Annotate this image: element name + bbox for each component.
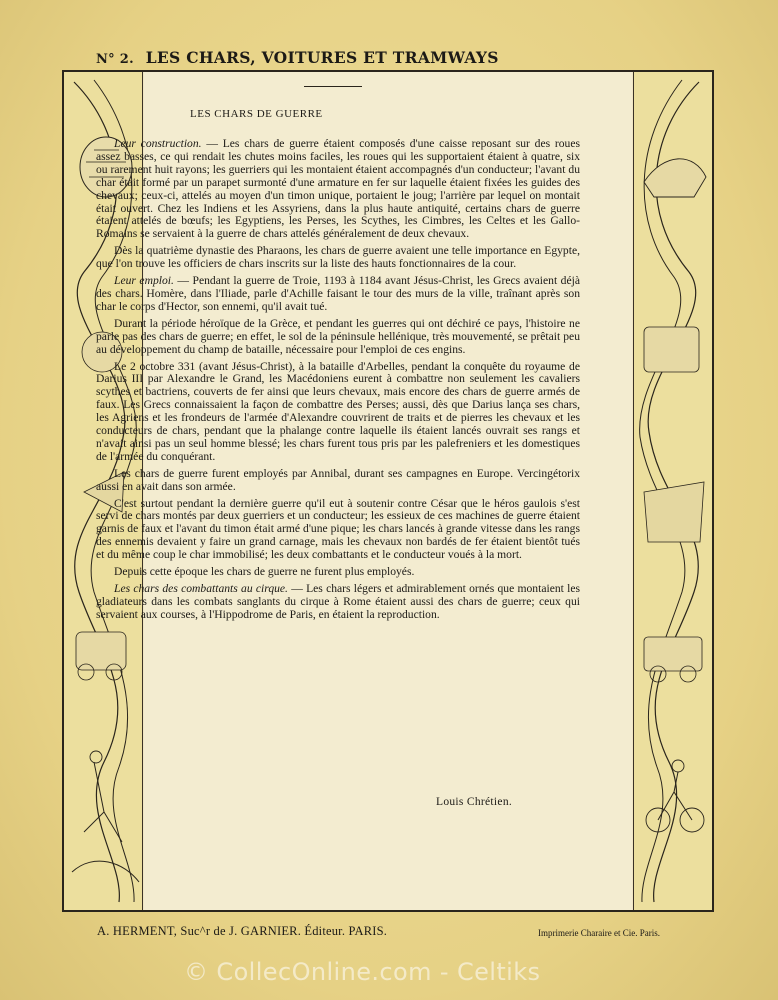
paragraph-text: — Les chars légers et admirablement ornés que montaient les gladiateurs dans les combats sanglants du cirque à Rome étaient aussi des chars de guerre; ceux qui servaient aux courses, à l'Hippodrome de Paris, en étaient la reproduction. [96,582,580,621]
paragraph-text: Depuis cette époque les chars de guerre ne furent plus employés. [114,565,415,579]
page-title [96,48,616,67]
paragraph-lead: Les chars des combattants au cirque. [114,582,288,595]
article-paragraph [96,245,580,271]
paragraph-lead: Leur emploi. [114,274,174,288]
section-title: LES CHARS DE GUERRE [190,108,323,120]
publisher-text: A. HERMENT, Suc^r de J. GARNIER. Éditeur. PARIS. [97,924,388,938]
paragraph-text: Durant la période héroïque de la Grèce, et pendant les guerres qui ont déchiré ce pays, l'histoire ne parle pas des chars de guerre; en effet, le sol de la péninsule hellénique, très mouvementé, se prêtait peu au développement du champ de bataille, nécessaire pour l'emploi de ces engins. [96,316,580,356]
paragraph-text: Le 2 octobre 331 (avant Jésus-Christ), à la bataille d'Arbelles, pendant la conquête du royaume de Darius III par Alexandre le Grand, les Macédoniens eurent à combattre non seulement les cavaliers scythes et bactriens, couverts de fer ainsi que leurs chevaux, mais encore des chars de guerre armés de faux. Les Grecs connaissaient la façon de combattre des Perses; aussi, dès que Darius lança ses chars, les Agriens et les frondeurs de l'armée d'Alexandre couvrirent de traits et de pierres les chevaux et les conducteurs de chars, pendant que la phalange contre laquelle ils étaient lancés ouvrait ses rangs et n'avait ainsi pas un seul homme blessé; les chars furent tous pris par les palefreniers et les domestiques de l'armée du conquérant. [96,359,580,463]
paragraph-text: Les chars de guerre furent employés par Annibal, durant ses campagnes en Europe. Vercingétorix aussi en avait dans son armée. [96,466,580,493]
article-paragraph [96,275,580,314]
publisher-line [97,924,387,939]
article-paragraph [96,138,580,241]
article-paragraph [96,583,580,622]
paragraph-text: — Les chars de guerre étaient composés d'une caisse reposant sur des roues assez basses, ce qui rendait les chutes moins faciles, les roues qui les supportaient étaient à quatre, six ou rarement huit rayons; les guerriers qui les montaient étaient accompagnés d'un conducteur; l'avant du char était formé par un parapet surmonté d'une armature en fer sur laquelle étaient fixées les guides des chevaux; ceux-ci, attelés au moyen d'un timon unique, portaient le joug; l'arrière par lequel on montait était ouvert. Chez les Indiens et les Assyriens, dans la plus haute antiquité, certains chars de guerre étaient attelés de bœufs; les Egyptiens, les Perses, les Scythes, les Cimbres, les Celtes et les Gallo-Romains se servaient à la guerre de chars attelés généralement de deux chevaux. [96,137,580,241]
article-paragraph [96,566,580,579]
paragraph-text: — Pendant la guerre de Troie, 1193 à 1184 avant Jésus-Christ, les Grecs avaient déjà des chars. Homère, dans l'Iliade, parle d'Achille faisant le tour des murs de la ville, traînant après son char le corps d'Hector, son ennemi, qu'il avait tué. [96,274,580,313]
right-ribbon-ornament [634,72,712,910]
printer-line: Imprimerie Charaire et Cie. Paris. [538,928,660,938]
article-paragraph [96,318,580,357]
article-paragraph [96,468,580,494]
watermark: © CollecOnline.com - Celtiks [184,958,541,986]
paragraph-text: Dès la quatrième dynastie des Pharaons, les chars de guerre avaient une telle importance en Egypte, que l'on trouve les officiers de chars inscrits sur la liste des hauts fonctionnaires de la cour. [96,244,580,271]
paragraph-text: C'est surtout pendant la dernière guerre qu'il eut à soutenir contre César que le héros gaulois s'est servi de chars montés par deux guerriers et un conducteur; les essieux de ces machines de guerre étaient garnis de faux et l'avant du timon était armé d'une pique; les chars lancés à grande vitesse dans les rangs des ennemis devaient y faire un grand carnage, mais les chevaux non bardés de fer étaient bientôt tués et du même coup le char immobilisé; les deux combattants et le conducteur voués à la mort. [96,496,580,562]
article-body [96,138,580,626]
article-paragraph [96,498,580,563]
paragraph-lead: Leur construction. [114,137,202,150]
article-paragraph [96,361,580,464]
title-text: LES CHARS, VOITURES ET TRAMWAYS [145,48,499,67]
right-illustrated-border [633,72,712,910]
title-number: N° 2. [96,52,134,67]
author-signature: Louis Chrétien. [436,796,513,808]
title-divider [304,86,362,87]
